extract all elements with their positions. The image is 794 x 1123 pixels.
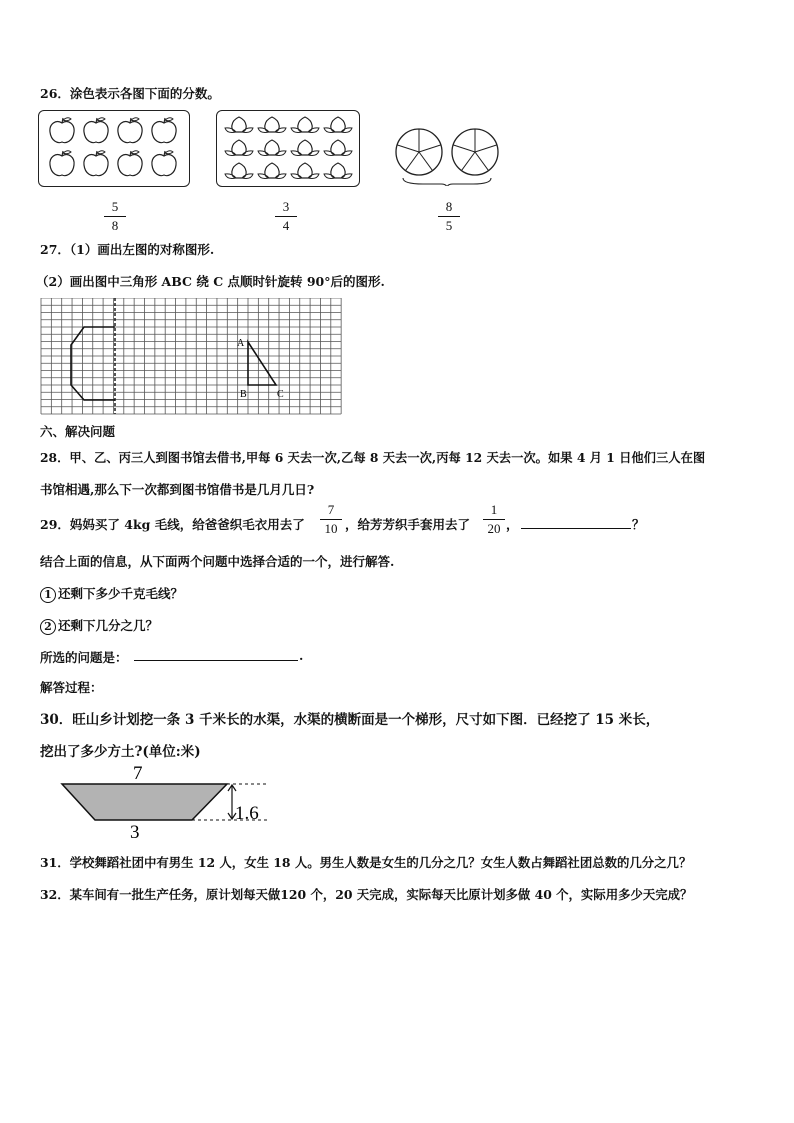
circles-figure bbox=[393, 126, 505, 186]
peach-icon bbox=[324, 163, 352, 179]
peach-icon bbox=[225, 117, 253, 133]
peach-box bbox=[216, 110, 360, 187]
peach-grid bbox=[217, 111, 359, 186]
q29-part4: ？ bbox=[632, 517, 645, 532]
fraction-8-5: 8 5 bbox=[438, 200, 460, 233]
q29-line2: 结合上面的信息，从下面两个问题中选择合适的一个，进行解答. bbox=[40, 554, 395, 569]
q28-line1: 28．甲、乙、丙三人到图书馆去借书,甲每 6 天去一次,乙每 8 天去一次,丙每 12 天去一次。如果 4 月 1 日他们三人在图 bbox=[40, 450, 706, 465]
q29-option-2: 2 还剩下几分之几？ bbox=[40, 616, 158, 635]
apple-grid bbox=[39, 111, 189, 186]
label-a: A bbox=[237, 338, 245, 349]
peach-icon bbox=[324, 140, 352, 156]
section-title: 六、解决问题 bbox=[40, 424, 116, 439]
trapezoid-height-label: 1.6 bbox=[235, 803, 259, 824]
trapezoid-figure bbox=[55, 760, 280, 842]
q29-chosen-blank[interactable] bbox=[134, 660, 298, 661]
q27-line2: （2）画出图中三角形 ABC 绕 C 点顺时针旋转 90°后的图形. bbox=[36, 274, 385, 289]
label-b: B bbox=[240, 389, 247, 400]
q29-part2: ，给芳芳织手套用去了 bbox=[345, 517, 471, 532]
brace bbox=[403, 178, 491, 186]
apple-icon bbox=[152, 151, 176, 176]
apple-icon bbox=[152, 118, 176, 143]
peach-icon bbox=[291, 163, 319, 179]
peach-icon bbox=[324, 117, 352, 133]
apple-icon bbox=[118, 118, 142, 143]
peach-icon bbox=[225, 163, 253, 179]
fraction-7-10: 7 10 bbox=[320, 503, 342, 536]
peach-icon bbox=[291, 140, 319, 156]
peach-icon bbox=[225, 140, 253, 156]
fraction-1-20: 1 20 bbox=[483, 503, 505, 536]
apple-icon bbox=[84, 151, 108, 176]
fraction-5-8: 5 8 bbox=[104, 200, 126, 233]
peach-icon bbox=[258, 117, 286, 133]
apple-box bbox=[38, 110, 190, 187]
q29-process: 解答过程： bbox=[40, 680, 103, 695]
q29-chosen-end: . bbox=[299, 648, 304, 663]
apple-icon bbox=[118, 151, 142, 176]
trapezoid bbox=[62, 784, 227, 820]
circle-1 bbox=[396, 129, 442, 175]
apple-icon bbox=[84, 118, 108, 143]
peach-icon bbox=[258, 163, 286, 179]
trapezoid-top-label: 7 bbox=[133, 763, 143, 784]
q31-text: 31．学校舞蹈社团中有男生 12 人，女生 18 人。男生人数是女生的几分之几？女生人数占舞蹈社团总数的几分之几？ bbox=[40, 855, 692, 870]
q30-line2: 挖出了多少方土?(单位:米) bbox=[40, 744, 201, 760]
circle-2 bbox=[452, 129, 498, 175]
q29-part3: ， bbox=[506, 517, 519, 532]
trapezoid-bottom-label: 3 bbox=[130, 822, 140, 842]
q27-line1: 27．（1）画出左图的对称图形. bbox=[40, 242, 215, 257]
q29-option-1: 1 还剩下多少千克毛线？ bbox=[40, 584, 183, 603]
q29-chosen-label: 所选的问题是： bbox=[40, 650, 128, 665]
fraction-3-4: 3 4 bbox=[275, 200, 297, 233]
q30-line1: 30．旺山乡计划挖一条 3 千米长的水渠，水渠的横断面是一个梯形，尺寸如下图．已经挖了 15 米长， bbox=[40, 712, 660, 728]
apple-icon bbox=[50, 118, 74, 143]
grid-figure bbox=[40, 298, 342, 416]
q29-blank[interactable] bbox=[521, 528, 631, 529]
peach-icon bbox=[258, 140, 286, 156]
q32-text: 32．某车间有一批生产任务，原计划每天做120 个，20 天完成，实际每天比原计划多做 40 个，实际用多少天完成？ bbox=[40, 887, 693, 902]
q29-part1: 29．妈妈买了 4kg 毛线，给爸爸织毛衣用去了 bbox=[40, 517, 305, 532]
apple-icon bbox=[50, 151, 74, 176]
peach-icon bbox=[291, 117, 319, 133]
q26-text: 26．涂色表示各图下面的分数。 bbox=[40, 86, 220, 101]
label-c: C bbox=[277, 389, 284, 400]
q28-line2: 书馆相遇,那么下一次都到图书馆借书是几月几日? bbox=[40, 482, 315, 497]
